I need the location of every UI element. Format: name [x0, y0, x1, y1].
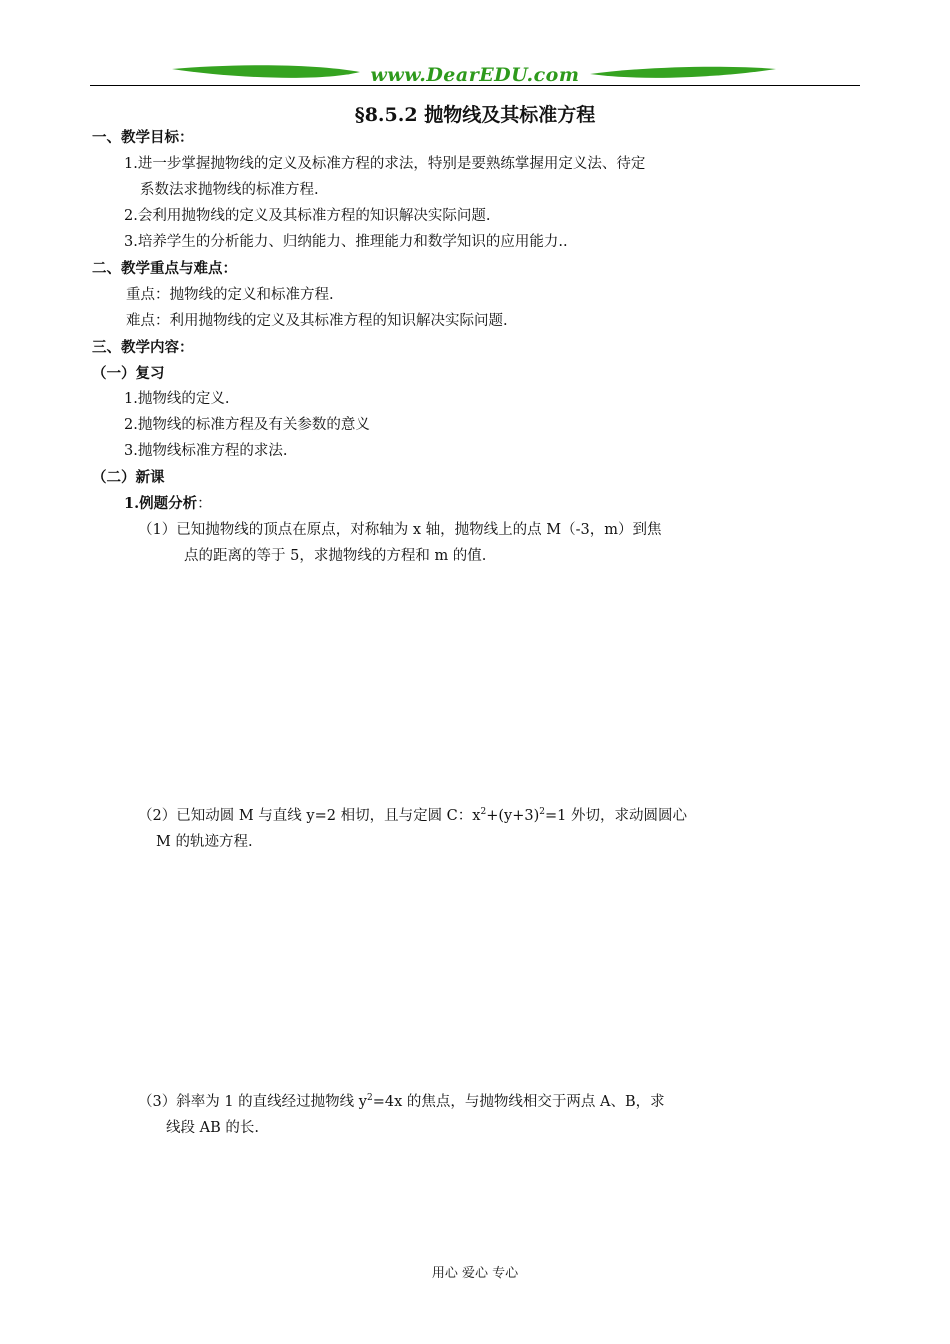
example-1-line2: 点的距离的等于 5，求抛物线的方程和 m 的值. [184, 548, 487, 564]
section1-heading: 一、教学目标： [92, 129, 194, 146]
example-2-sup-2: 2 [539, 807, 545, 818]
example-3-part-b: =4x 的焦点，与抛物线相交于两点 A、B，求 [372, 1094, 665, 1110]
objective-3: 3.培养学生的分析能力、归纳能力、推理能力和数学知识的应用能力.. [124, 234, 568, 250]
objective-1-line1: 1.进一步掌握抛物线的定义及标准方程的求法，特别是要熟练掌握用定义法、待定 [124, 156, 646, 172]
review-item-1: 1.抛物线的定义. [124, 391, 230, 407]
example-1-line1: （1）已知抛物线的顶点在原点，对称轴为 x 轴，抛物线上的点 M（-3，m）到焦 [138, 522, 662, 538]
examples-heading-text: 1.例题分析 [124, 495, 198, 512]
example-3-line2: 线段 AB 的长. [166, 1120, 259, 1136]
objective-2: 2.会利用抛物线的定义及其标准方程的知识解决实际问题. [124, 208, 491, 224]
example-2-part-c: =1 外切，求动圆圆心 [544, 808, 687, 824]
example-2-part-a: （2）已知动圆 M 与直线 y=2 相切，且与定圆 C：x [138, 808, 481, 824]
review-heading: （一）复习 [92, 365, 165, 382]
example-2-line2: M 的轨迹方程. [156, 834, 253, 850]
example-2-part-b: +(y+3) [486, 808, 540, 824]
difficulty-point: 难点：利用抛物线的定义及其标准方程的知识解决实际问题. [126, 313, 508, 329]
new-lesson-heading: （二）新课 [92, 469, 165, 486]
example-3-line1 [138, 1092, 665, 1112]
review-item-3: 3.抛物线标准方程的求法. [124, 443, 288, 459]
objective-1-line2: 系数法求抛物线的标准方程. [140, 182, 319, 198]
page-title: §8.5.2 抛物线及其标准方程 [354, 104, 596, 126]
section2-heading: 二、教学重点与难点： [92, 260, 237, 277]
key-point: 重点：抛物线的定义和标准方程. [126, 287, 334, 303]
site-logo-text: www.DearEDU.com [370, 64, 580, 86]
example-2-sup-1: 2 [480, 807, 487, 818]
examples-heading-colon: ： [197, 496, 212, 512]
section3-heading: 三、教学内容： [92, 339, 194, 356]
examples-heading [124, 494, 212, 514]
example-3-sup: 2 [366, 1093, 373, 1104]
page-footer: 用心 爱心 专心 [431, 1266, 519, 1281]
example-2-line1 [138, 806, 687, 826]
review-item-2: 2.抛物线的标准方程及有关参数的意义 [124, 417, 370, 433]
example-3-part-a: （3）斜率为 1 的直线经过抛物线 y [138, 1094, 367, 1110]
